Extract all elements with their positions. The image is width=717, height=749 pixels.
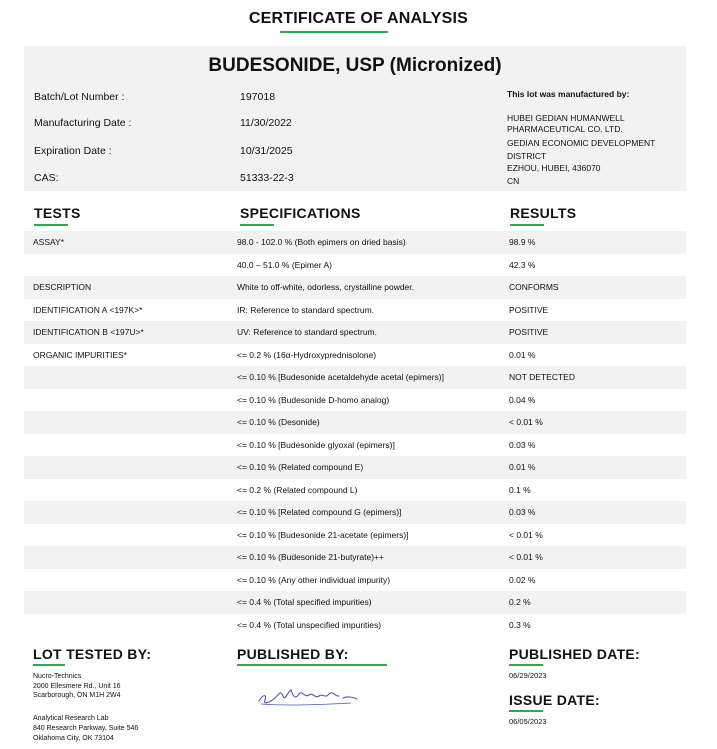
manufacturer-line: CN — [507, 176, 520, 186]
result-cell: 0.02 % — [509, 574, 536, 585]
test-cell: ASSAY* — [33, 237, 65, 247]
lab2-address: 840 Research Parkway, Suite 546 — [33, 725, 139, 732]
result-cell: NOT DETECTED — [509, 372, 575, 382]
signature-image — [255, 684, 365, 710]
specification-cell: <= 0.10 % [Budesonide 21-acetate (epimers)] — [237, 529, 409, 540]
manufacturing-date-label: Manufacturing Date : — [34, 117, 132, 129]
specification-cell: <= 0.10 % [Budesonide acetaldehyde acetal (epimers)] — [237, 372, 444, 382]
specifications-heading: SPECIFICATIONS — [240, 205, 361, 221]
result-cell: POSITIVE — [509, 327, 549, 337]
table-row — [24, 546, 686, 569]
table-row — [24, 569, 686, 592]
result-cell: < 0.01 % — [509, 552, 543, 562]
manufacturer-line: GEDIAN ECONOMIC DEVELOPMENT — [507, 138, 656, 148]
specification-cell: <= 0.10 % (Budesonide D-homo analog) — [237, 394, 390, 405]
result-cell: 0.03 % — [509, 439, 536, 450]
tests-heading-underline — [34, 224, 68, 226]
test-cell: DESCRIPTION — [33, 282, 92, 292]
specification-cell: IR: Reference to standard spectrum. — [237, 304, 375, 315]
results-table — [24, 231, 686, 636]
specification-cell: <= 0.10 % (Related compound E) — [237, 462, 364, 472]
issue-date-underline — [509, 710, 543, 712]
specification-cell: <= 0.10 % (Budesonide 21-butyrate)++ — [237, 552, 384, 562]
tests-heading: TESTS — [34, 205, 81, 221]
table-row — [24, 479, 686, 502]
document-title: CERTIFICATE OF ANALYSIS — [248, 10, 469, 27]
issue-date-value: 06/05/2023 — [509, 717, 547, 726]
specifications-heading-underline — [240, 224, 274, 226]
lab2-city: Oklahoma City, OK 73104 — [33, 735, 114, 742]
manufacturer-line: HUBEI GEDIAN HUMANWELL — [507, 113, 625, 123]
result-cell: 0.1 % — [509, 484, 531, 495]
manufacturer-line: PHARMACEUTICAL CO. LTD. — [507, 124, 623, 134]
result-cell: 0.01 % — [509, 349, 536, 360]
lab1-city: Scarborough, ON M1H 2W4 — [33, 692, 121, 699]
manufacturer-heading: This lot was manufactured by: — [507, 89, 630, 99]
test-cell: ORGANIC IMPURITIES* — [33, 349, 127, 360]
specification-cell: White to off-white, odorless, crystalline powder. — [237, 282, 415, 292]
lab1-name: Nucro-Technics — [33, 673, 82, 680]
table-row — [24, 254, 686, 277]
results-heading: RESULTS — [510, 205, 577, 221]
result-cell: < 0.01 % — [509, 417, 543, 427]
specification-cell: <= 0.4 % (Total unspecified impurities) — [237, 619, 382, 630]
table-row — [24, 276, 686, 299]
table-row — [24, 321, 686, 344]
specification-cell: <= 0.10 % (Desonide) — [237, 417, 320, 427]
published-date-heading: PUBLISHED DATE: — [509, 646, 641, 662]
specification-cell: <= 0.10 % [Budesonide glyoxal (epimers)] — [237, 439, 395, 450]
result-cell: 0.01 % — [509, 462, 536, 472]
table-row — [24, 411, 686, 434]
published-date-underline — [509, 664, 543, 666]
result-cell: 0.04 % — [509, 394, 536, 405]
specification-cell: <= 0.10 % (Any other individual impurity) — [237, 574, 391, 585]
expiration-date-label: Expiration Date : — [34, 145, 112, 157]
table-row — [24, 434, 686, 457]
results-heading-underline — [510, 224, 544, 226]
lab2-name: Analytical Research Lab — [33, 715, 109, 722]
table-row — [24, 344, 686, 367]
specification-cell: <= 0.2 % (16α-Hydroxyprednisolone) — [237, 349, 377, 360]
batch-label: Batch/Lot Number : — [34, 91, 125, 103]
table-row — [24, 591, 686, 614]
test-cell: IDENTIFICATION A <197K>* — [33, 304, 143, 315]
specification-cell: <= 0.2 % (Related compound L) — [237, 484, 358, 495]
specification-cell: <= 0.10 % [Related compound G (epimers)] — [237, 507, 402, 517]
issue-date-heading: ISSUE DATE: — [509, 692, 600, 708]
cas-label: CAS: — [34, 172, 59, 184]
result-cell: 42.3 % — [509, 259, 536, 270]
manufacturer-line: DISTRICT — [507, 151, 547, 161]
result-cell: 0.03 % — [509, 507, 536, 517]
test-cell: IDENTIFICATION B <197U>* — [33, 327, 144, 337]
lot-tested-by-underline — [33, 664, 65, 666]
published-by-heading: PUBLISHED BY: — [237, 646, 349, 662]
table-row — [24, 501, 686, 524]
table-row — [24, 614, 686, 637]
result-cell: POSITIVE — [509, 304, 549, 315]
table-row — [24, 524, 686, 547]
published-by-underline — [237, 664, 387, 666]
result-cell: 0.2 % — [509, 597, 531, 607]
specification-cell: 98.0 - 102.0 % (Both epimers on dried basis) — [237, 237, 406, 247]
specification-cell: <= 0.4 % (Total specified impurities) — [237, 597, 372, 607]
title-underline — [280, 31, 388, 33]
specification-cell: UV: Reference to standard spectrum. — [237, 327, 378, 337]
table-row — [24, 389, 686, 412]
product-name: BUDESONIDE, USP (Micronized) — [208, 55, 502, 76]
table-row — [24, 231, 686, 254]
manufacturing-date-value: 11/30/2022 — [240, 117, 292, 129]
published-date-value: 06/29/2023 — [509, 671, 547, 680]
table-row — [24, 456, 686, 479]
result-cell: CONFORMS — [509, 282, 559, 292]
expiration-date-value: 10/31/2025 — [240, 145, 293, 157]
result-cell: 98.9 % — [509, 237, 536, 247]
cas-value: 51333-22-3 — [240, 172, 294, 184]
manufacturer-line: EZHOU, HUBEI, 436070 — [507, 163, 601, 173]
result-cell: < 0.01 % — [509, 529, 543, 540]
lot-tested-by-heading: LOT TESTED BY: — [33, 646, 152, 662]
batch-value: 197018 — [240, 91, 276, 103]
result-cell: 0.3 % — [509, 619, 531, 630]
table-row — [24, 299, 686, 322]
table-row — [24, 366, 686, 389]
lab1-address: 2000 Ellesmere Rd., Unit 16 — [33, 683, 121, 690]
specification-cell: 40.0 – 51.0 % (Epimer A) — [237, 259, 332, 270]
